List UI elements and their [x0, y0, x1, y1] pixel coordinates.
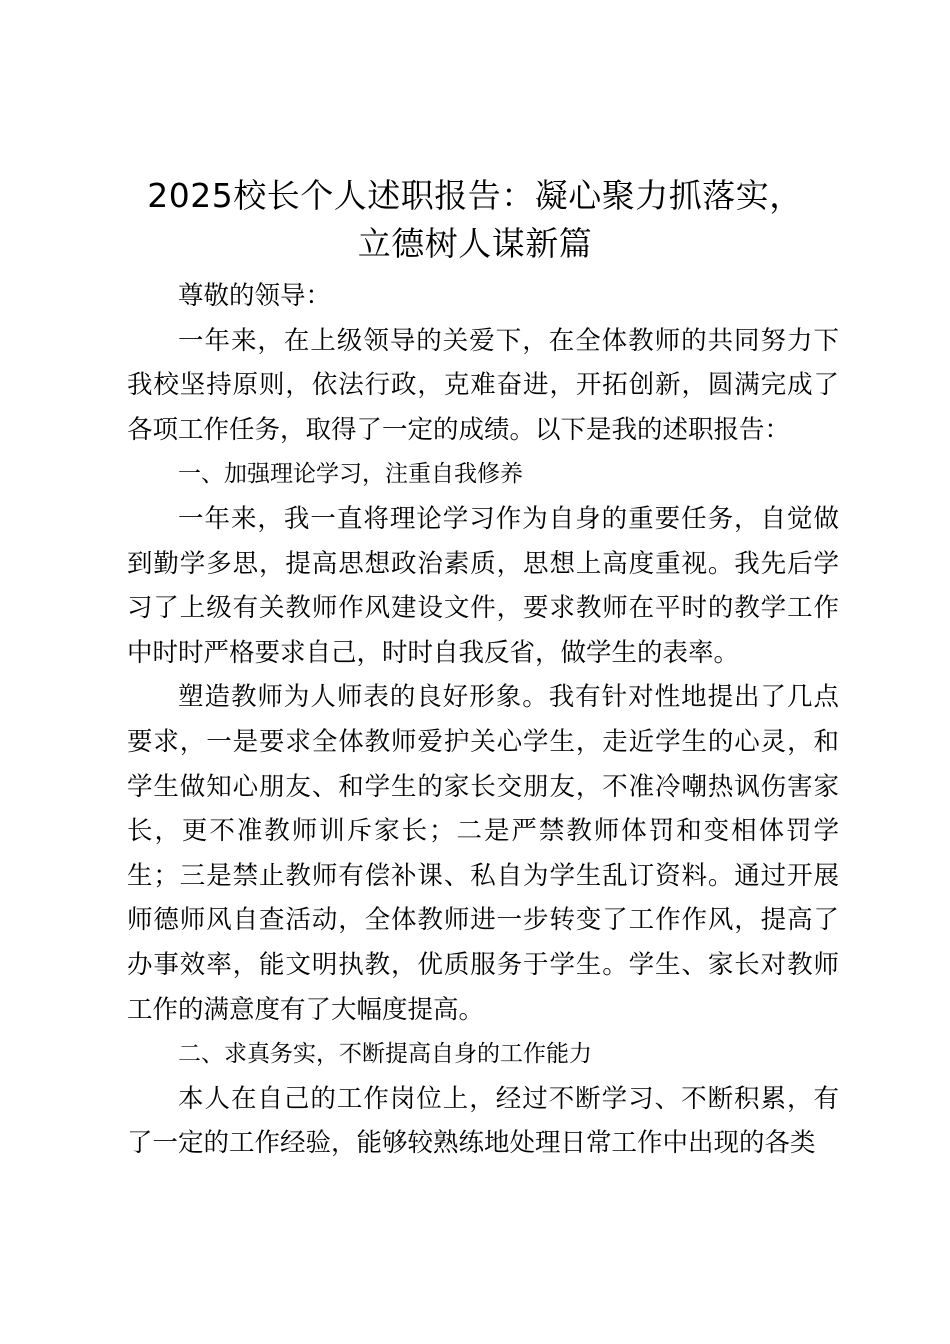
title-line-1: 2025校长个人述职报告：凝心聚力抓落实，: [147, 176, 803, 215]
document-title: [100, 172, 850, 268]
title-line-2: 立德树人谋新篇: [357, 224, 593, 263]
salutation: 尊敬的领导：: [178, 281, 332, 311]
section-heading-1: 一、加强理论学习，注重自我修养: [178, 461, 523, 488]
document-body: [127, 274, 839, 1166]
paragraph-study: 一年来，我一直将理论学习作为自身的重要任务，自觉做到勤学多思，提高思想政治素质，思想上高度重视。我先后学习了上级有关教师作风建设文件，要求教师在平时的教学工作中时时严格要求自己，时时自我反省，做学生的表率。: [127, 503, 839, 668]
paragraph-work: 本人在自己的工作岗位上，经过不断学习、不断积累，有了一定的工作经验，能够较熟练地处理日常工作中出现的各类: [127, 1083, 839, 1159]
paragraph-intro: 一年来，在上级领导的关爱下，在全体教师的共同努力下我校坚持原则，依法行政，克难奋进，开拓创新，圆满完成了各项工作任务，取得了一定的成绩。以下是我的述职报告：: [127, 325, 839, 445]
paragraph-image: 塑造教师为人师表的良好形象。我有针对性地提出了几点要求，一是要求全体教师爱护关心学生，走近学生的心灵，和学生做知心朋友、和学生的家长交朋友，不准冷嘲热讽伤害家长，更不准教师训斥家长；二是严禁教师体罚和变相体罚学生；三是禁止教师有偿补课、私自为学生乱订资料。通过开展师德师风自查活动，全体教师进一步转变了工作作风，提高了办事效率，能文明执教，优质服务于学生。学生、家长对教师工作的满意度有了大幅度提高。: [127, 682, 839, 1025]
section-heading-2: 二、求真务实，不断提高自身的工作能力: [178, 1041, 592, 1068]
